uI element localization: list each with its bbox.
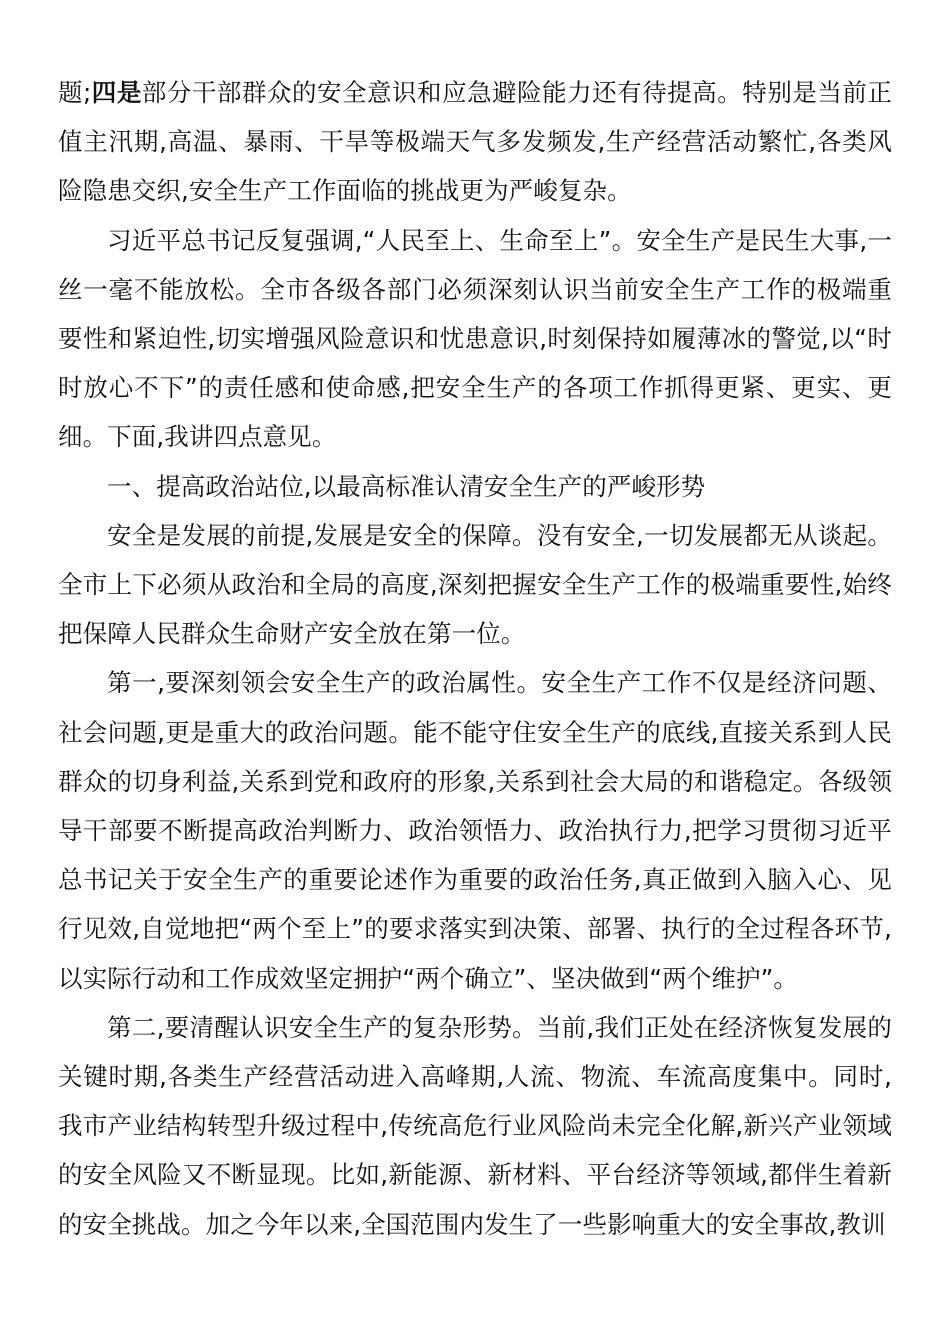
paragraph-continuation	[58, 68, 892, 216]
paragraph-second-point: 第二,要清醒认识安全生产的复杂形势。当前,我们正处在经济恢复发展的关键时期,各类生产经营活动进入高峰期,人流、物流、车流高度集中。同时,我市产业结构转型升级过程中,传统高危行业风险尚未完全化解,新兴产业领域的安全风险又不断显现。比如,新能源、新材料、平台经济等领域,都伴生着新的安全挑战。加之今年以来,全国范围内发生了一些影响重大的安全事故,教训	[58, 1012, 892, 1239]
paragraph-prefix: 题;	[58, 78, 92, 107]
section-heading: 一、提高政治站位,以最高标准认清安全生产的严峻形势	[107, 471, 706, 501]
paragraph-text: 部分干部群众的安全意识和应急避险能力还有待提高。特别是当前正值主汛期,高温、暴雨、干旱等极端天气多发频发,生产经营活动繁忙,各类风险隐患交织,安全生产工作面临的挑战更为严峻复杂。	[58, 78, 892, 206]
bold-term: 四是	[91, 78, 142, 107]
paragraph-quote: 习近平总书记反复强调,“人民至上、生命至上”。安全生产是民生大事,一丝一毫不能放松。全市各级各部门必须深刻认识当前安全生产工作的极端重要性和紧迫性,切实增强风险意识和忧患意识,时刻保持如履薄冰的警觉,以“时时放心不下”的责任感和使命感,把安全生产的各项工作抓得更紧、更实、更细。下面,我讲四点意见。	[58, 225, 892, 452]
paragraph-first-point: 第一,要深刻领会安全生产的政治属性。安全生产工作不仅是经济问题、社会问题,更是重大的政治问题。能不能守住安全生产的底线,直接关系到人民群众的切身利益,关系到党和政府的形象,关系到社会大局的和谐稳定。各级领导干部要不断提高政治判断力、政治领悟力、政治执行力,把学习贯彻习近平总书记关于安全生产的重要论述作为重要的政治任务,真正做到入脑入心、见行见效,自觉地把“两个至上”的要求落实到决策、部署、执行的全过程各环节,以实际行动和工作成效坚定拥护“两个确立”、坚决做到“两个维护”。	[58, 668, 892, 993]
paragraph-security: 安全是发展的前提,发展是安全的保障。没有安全,一切发展都无从谈起。全市上下必须从政治和全局的高度,深刻把握安全生产工作的极端重要性,始终把保障人民群众生命财产安全放在第一位。	[58, 520, 892, 649]
